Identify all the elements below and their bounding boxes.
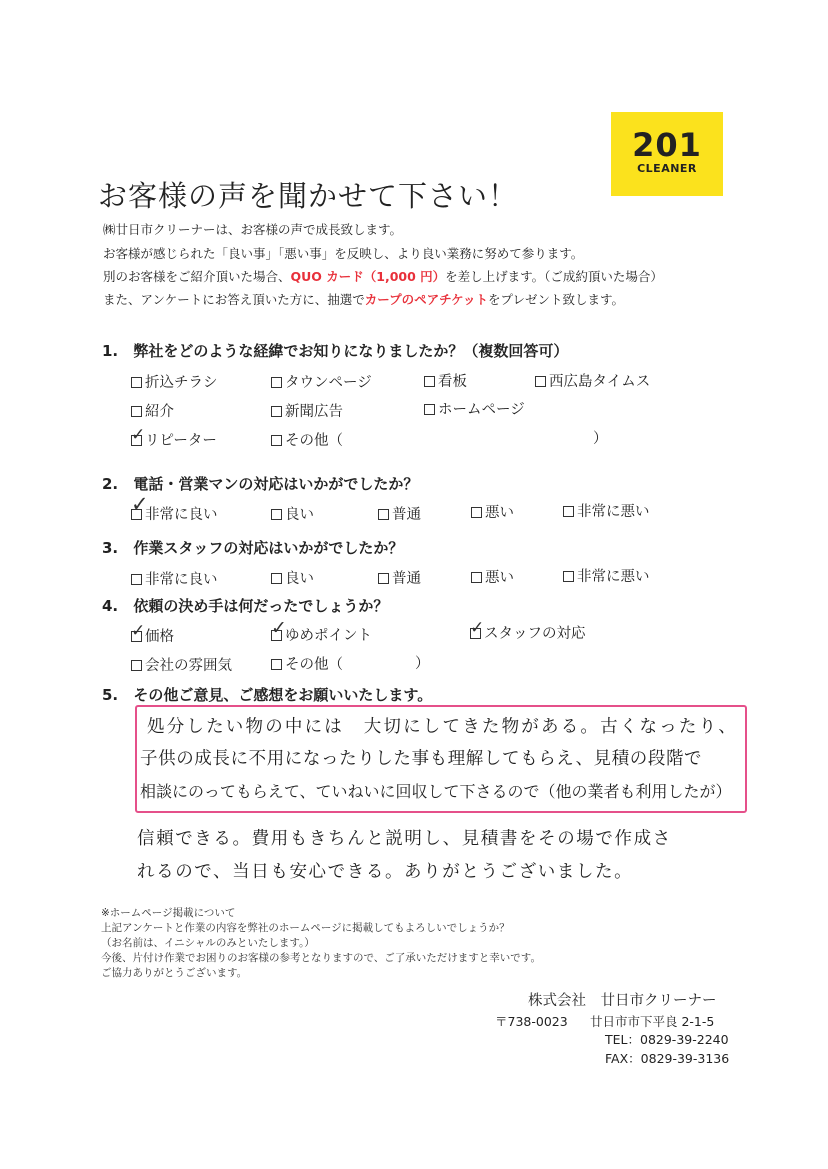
q4-other-close-paren: ） [415, 656, 430, 672]
intro-line-1: ㈱廿日市クリーナーは、お客様の声で成長致します。 [103, 222, 403, 237]
checkmark-icon: ✓ [131, 492, 149, 516]
checkbox[interactable] [424, 404, 435, 415]
checkbox[interactable] [131, 574, 142, 585]
q1-option-flyer[interactable]: 折込チラシ [131, 371, 218, 392]
company-fax: FAX：0829-39-3136 [605, 1051, 730, 1066]
intro-line-4-a: また、アンケートにお答え頂いた方に、抽選で [103, 292, 365, 307]
company-postal: 〒738-0023 [495, 1014, 568, 1029]
checkbox[interactable] [271, 406, 282, 417]
checkmark-icon: ✓ [131, 425, 146, 445]
intro-line-3 [103, 267, 663, 285]
question-5-text: その他ご意見、ご感想をお願いいたします。 [133, 686, 433, 704]
checkbox[interactable] [471, 507, 482, 518]
comment-line-3: 相談にのってもらえて、ていねいに回収して下さるので（他の業者も利用したが） [140, 782, 732, 801]
question-4 [102, 595, 388, 616]
checkbox[interactable] [271, 659, 282, 670]
checkbox-checked[interactable] [131, 621, 146, 642]
checkbox[interactable] [271, 435, 282, 446]
intro-line-3-b: を差し上げます。（ご成約頂いた場合） [445, 269, 663, 284]
q3-option-very-good[interactable]: 非常に良い [131, 568, 218, 589]
question-1 [102, 340, 568, 361]
intro-line-4 [103, 290, 624, 308]
intro-line-2: お客様が感じられた「良い事」「悪い事」を反映し、より良い業務に努めて参ります。 [103, 246, 584, 261]
q2-option-very-good[interactable]: ✓ 非常に良い [131, 492, 218, 523]
note-line-4: 今後、片付け作業でお困りのお客様の参考となりますので、ご了承いただけますと幸いです。 [101, 952, 541, 964]
page-title: お客様の声を聞かせて下さい！ [98, 179, 519, 213]
question-2-text: 電話・営業マンの対応はいかがでしたか？ [133, 475, 419, 493]
note-line-3: （お名前は、イニシャルのみといたします。） [101, 937, 315, 949]
q4-option-atmosphere[interactable]: 会社の雰囲気 [131, 654, 232, 675]
q1-option-repeater[interactable]: ✓ リピーター [131, 425, 217, 449]
checkbox[interactable] [471, 572, 482, 583]
checkbox[interactable] [131, 406, 142, 417]
q4-option-staff[interactable]: ✓ スタッフの対応 [470, 618, 586, 642]
checkbox[interactable] [131, 377, 142, 388]
question-5-number: 5. [102, 686, 119, 704]
question-4-number: 4. [102, 597, 119, 615]
q3-option-normal[interactable]: 普通 [378, 567, 421, 588]
company-address: 廿日市市下平良 2-1-5 [590, 1014, 715, 1029]
q2-option-good[interactable]: 良い [271, 503, 314, 524]
comment-line-5: れるので、当日も安心できる。ありがとうございました。 [137, 862, 634, 882]
question-1-number: 1. [102, 342, 119, 360]
badge-number: 201 [632, 126, 702, 164]
checkbox-checked[interactable] [131, 492, 149, 520]
question-4-text: 依頼の決め手は何だったでしょうか？ [133, 597, 389, 615]
q1-option-other[interactable]: その他（ [271, 429, 343, 450]
checkbox-checked[interactable] [131, 425, 146, 446]
question-2 [102, 473, 418, 494]
q1-option-signboard[interactable]: 看板 [424, 370, 467, 391]
company-name: 株式会社 廿日市クリーナー [528, 993, 717, 1009]
comment-line-4: 信頼できる。費用もきちんと説明し、見積書をその場で作成さ [137, 829, 672, 849]
q1-option-homepage[interactable]: ホームページ [424, 398, 525, 419]
note-line-1: ※ホームページ掲載について [101, 907, 236, 919]
q1-option-newspaper[interactable]: 新聞広告 [271, 400, 343, 421]
quo-card-highlight: QUO カード（1,000 円） [290, 269, 446, 284]
q1-option-nishihiroshima-times[interactable]: 西広島タイムス [535, 370, 650, 391]
logo-badge [611, 112, 723, 196]
question-3 [102, 537, 403, 558]
intro-line-3-a: 別のお客様をご紹介頂いた場合、 [103, 269, 291, 284]
checkbox[interactable] [378, 573, 389, 584]
checkbox[interactable] [271, 573, 282, 584]
q1-option-referral[interactable]: 紹介 [131, 400, 174, 421]
checkbox[interactable] [271, 377, 282, 388]
q3-option-good[interactable]: 良い [271, 567, 314, 588]
question-2-number: 2. [102, 475, 119, 493]
badge-label: CLEANER [637, 162, 697, 175]
q1-option-townpage[interactable]: タウンページ [271, 371, 372, 392]
checkmark-icon: ✓ [271, 617, 287, 639]
checkmark-icon: ✓ [470, 618, 485, 638]
note-line-2: 上記アンケートと作業の内容を弊社のホームページに掲載してもよろしいでしょうか？ [101, 922, 510, 934]
q4-option-other[interactable]: その他（ [271, 653, 343, 674]
question-5 [102, 684, 432, 705]
intro-line-4-b: をプレゼント致します。 [488, 292, 625, 307]
checkbox[interactable] [563, 571, 574, 582]
comment-line-2: 子供の成長に不用になったりした事も理解してもらえ、見積の段階で [140, 749, 703, 769]
q4-option-price[interactable]: ✓ 価格 [131, 621, 174, 645]
company-tel: TEL：0829-39-2240 [605, 1032, 729, 1047]
checkbox[interactable] [271, 509, 282, 520]
checkbox-checked[interactable] [470, 618, 485, 639]
checkbox[interactable] [378, 509, 389, 520]
comment-line-1: 処分したい物の中には 大切にしてきた物がある。古くなったり、 [147, 717, 738, 737]
checkbox[interactable] [424, 376, 435, 387]
q3-option-very-bad[interactable]: 非常に悪い [563, 565, 650, 586]
checkmark-icon: ✓ [131, 621, 146, 641]
question-3-number: 3. [102, 539, 119, 557]
checkbox-checked[interactable] [271, 617, 287, 641]
q4-option-yume-point[interactable]: ✓ ゆめポイント [271, 617, 372, 644]
checkbox[interactable] [131, 660, 142, 671]
q3-option-bad[interactable]: 悪い [471, 566, 514, 587]
q1-other-close-paren: ） [593, 431, 608, 447]
q2-option-bad[interactable]: 悪い [471, 501, 514, 522]
question-3-text: 作業スタッフの対応はいかがでしたか？ [133, 539, 404, 557]
q2-option-normal[interactable]: 普通 [378, 503, 421, 524]
q2-option-very-bad[interactable]: 非常に悪い [563, 500, 650, 521]
checkbox[interactable] [563, 506, 574, 517]
checkbox[interactable] [535, 376, 546, 387]
carp-ticket-highlight: カープのペアチケット [364, 292, 489, 307]
note-line-5: ご協力ありがとうございます。 [101, 967, 248, 979]
question-1-text: 弊社をどのような経緯でお知りになりましたか？（複数回答可） [133, 342, 569, 360]
